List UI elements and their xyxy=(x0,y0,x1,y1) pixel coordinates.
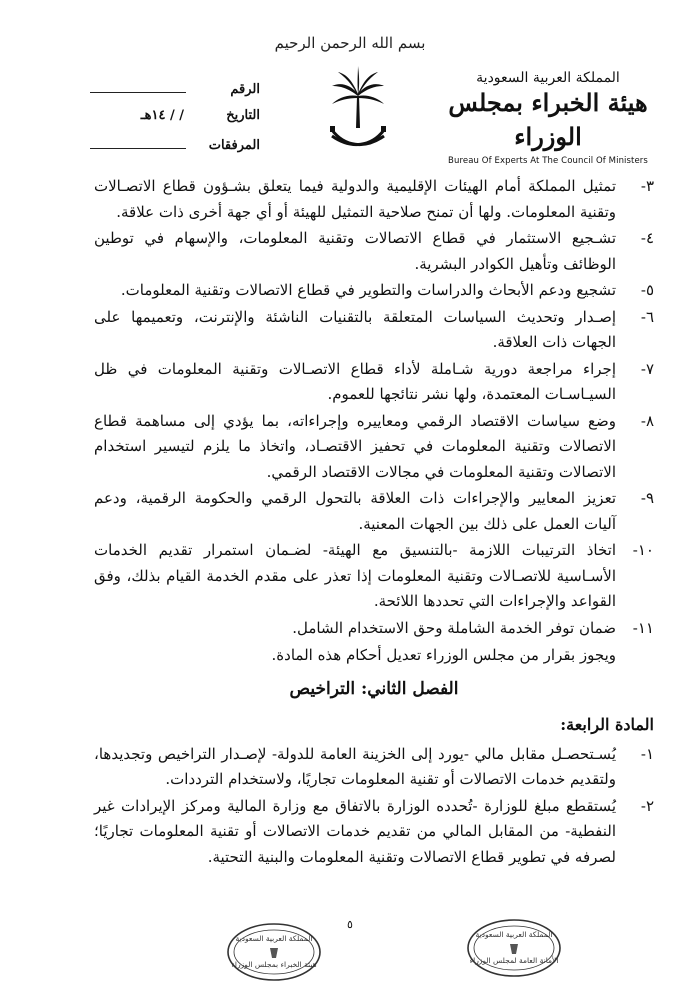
item-text: إجراء مراجعة دورية شـاملة لأداء قطاع الاتصـالات وتقنية المعلومات في ظل السيـاسـات المعتمدة، ولها نشر نتائجها للعموم. xyxy=(94,359,616,403)
reference-field xyxy=(90,80,186,93)
palm-swords-emblem-icon xyxy=(328,66,388,156)
crescent-mark-icon xyxy=(642,629,658,645)
item-text: تعزيز المعايير والإجراءات ذات العلاقة بالتحول الرقمي والحكومة الرقمية، ودعم آليات العمل على ذلك بين الجهات المعنية. xyxy=(94,489,616,533)
item-text: إصـدار وتحديث السياسات المتعلقة بالتقنيات الناشئة والإنترنت، وتعميمها على الجهات ذات العلاقة. xyxy=(94,307,616,351)
official-stamp-left xyxy=(226,922,322,982)
stamp-seal-icon xyxy=(226,922,322,982)
article-title: المادة الرابعة: xyxy=(560,715,654,734)
item-text: يُستقطع مبلغ للوزارة -تُحدده الوزارة بالاتفاق مع وزارة المالية ومركز الإيرادات غير النفطية- من المقابل المالي من تقديم خدمات الاتصالات أو تقنية المعلومات تجاريًا؛ لصرفه في تطوير قطاع الاتصالات وتقنية المعلومات والبنية التحتية. xyxy=(94,796,616,866)
attachments-label: المرفقات xyxy=(208,138,260,153)
list-item xyxy=(94,486,654,537)
stamp-text-top: المملكة العربية السعودية xyxy=(235,934,313,943)
stamp-text-bottom: الأمانة العامة لمجلس الوزراء xyxy=(469,956,559,965)
list-item xyxy=(94,278,654,304)
item-number: ٤- xyxy=(640,229,654,247)
item-text: تشـجيع الاستثمار في قطاع الاتصالات وتقنية المعلومات، والإسهام في توطين الوظائف وتأهيل الكوادر البشرية. xyxy=(94,229,616,273)
closing-note: ويجوز بقرار من مجلس الوزراء تعديل أحكام هذه المادة. xyxy=(271,646,616,664)
item-number: ١٠- xyxy=(632,541,654,559)
attachments-row xyxy=(90,136,260,164)
item-number: ٦- xyxy=(640,307,654,326)
item-number: ٩- xyxy=(640,489,654,507)
bureau-name-arabic: هيئة الخبراء بمجلس الوزراء xyxy=(448,88,648,151)
list-item xyxy=(94,226,654,277)
article-item xyxy=(94,794,654,871)
attachments-field xyxy=(90,136,186,149)
document-body xyxy=(94,174,654,871)
item-text: وضع سياسات الاقتصاد الرقمي ومعاييره وإجراءاته، بما يؤدي إلى مساهمة قطاع الاتصالات وتقنية المعلومات في تحفيز الاقتصـاد، واتخاذ ما يلزم لتيسير استخدام الاتصالات وتقنية المعلومات في مجالات الاقتصاد الرقمي. xyxy=(94,411,616,481)
item-text: اتخاذ الترتيبات اللازمة -بالتنسيق مع الهيئة- لضـمان استمرار تقديم الخدمات الأسـاسية للاتصـالات وتقنية المعلومات إذا تعذر على مقدم الخدمة القيام بذلك، وفق القواعد والإجراءات التي تحددها اللائحة. xyxy=(94,541,616,610)
crescent-mark-icon xyxy=(26,384,42,400)
list-item xyxy=(94,616,654,642)
reference-label: الرقم xyxy=(230,82,260,97)
official-stamp-right xyxy=(466,918,562,978)
article-item xyxy=(94,742,654,793)
list-item xyxy=(94,409,654,486)
date-label: التاريخ xyxy=(226,108,260,123)
list-item xyxy=(94,305,654,356)
item-number: ٧- xyxy=(640,359,654,378)
item-number: ٥- xyxy=(640,281,654,299)
document-metadata xyxy=(90,80,260,164)
bureau-name-english: Bureau Of Experts At The Council Of Ministers xyxy=(448,156,648,166)
item-number: ١١- xyxy=(632,618,654,637)
reference-row xyxy=(90,80,260,108)
date-row xyxy=(90,108,260,136)
item-number: ٢- xyxy=(640,796,654,815)
item-text: يُسـتحصـل مقابل مالي -يورد إلى الخزينة العامة للدولة- لإصـدار التراخيص وتجديدها، ولتقديم خدمات الاتصالات أو تقنية المعلومات تجاريًا، ولاستخدام الترددات. xyxy=(94,744,616,788)
item-text: تشجيع ودعم الأبحاث والدراسات والتطوير في قطاع الاتصالات وتقنية المعلومات. xyxy=(120,281,616,299)
chapter-title: الفصل الثاني: التراخيص xyxy=(289,678,459,699)
item-number: ٣- xyxy=(640,177,654,195)
kingdom-name: المملكة العربية السعودية xyxy=(476,70,620,86)
date-value: / / ١٤هـ xyxy=(140,108,184,123)
list-item xyxy=(94,174,654,225)
stamp-text-top: المملكة العربية السعودية xyxy=(475,930,553,939)
page-number: ٥ xyxy=(347,918,353,931)
item-text: تمثيل المملكة أمام الهيئات الإقليمية والدولية فيما يتعلق بشـؤون قطاع الاتصـالات وتقنية المعلومات. ولها أن تمنح صلاحية التمثيل للهيئة أو أي جهة أخرى ذات علاقة. xyxy=(94,177,616,221)
item-number: ١- xyxy=(640,744,654,763)
list-item xyxy=(94,357,654,408)
stamp-text-bottom: هيئة الخبراء بمجلس الوزراء xyxy=(231,960,317,969)
stamp-seal-icon xyxy=(466,918,562,978)
basmala: بسم الله الرحمن الرحيم xyxy=(274,34,426,52)
list-item xyxy=(94,538,654,615)
item-text: ضمان توفر الخدمة الشاملة وحق الاستخدام الشامل. xyxy=(292,618,616,637)
item-number: ٨- xyxy=(640,411,654,430)
organization-header xyxy=(448,70,648,166)
